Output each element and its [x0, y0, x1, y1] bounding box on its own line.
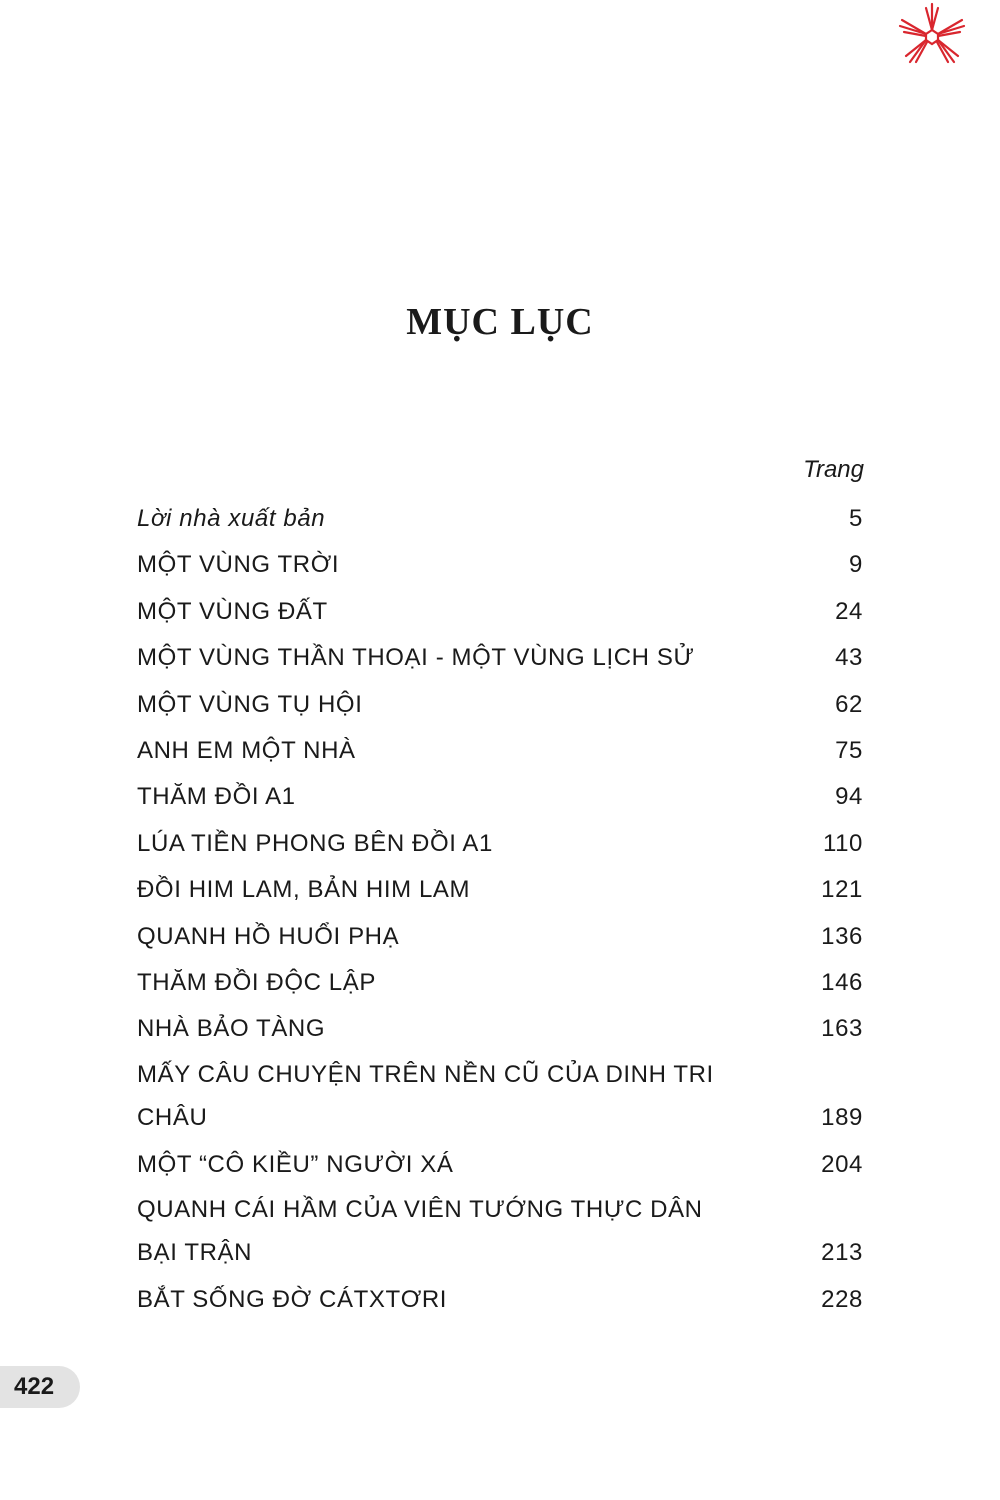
page-title: MỤC LỤC	[406, 301, 594, 343]
page-column-label: Trang	[803, 456, 864, 483]
toc-entry-title: LÚA TIỀN PHONG BÊN ĐỒI A1	[137, 829, 493, 857]
toc-entry-page: 9	[849, 551, 863, 579]
toc-entry-page: 204	[821, 1150, 863, 1178]
toc-entry-page: 189	[821, 1103, 863, 1131]
toc-entry-title: NHÀ BẢO TÀNG	[137, 1015, 326, 1043]
toc-entry-page: 163	[821, 1015, 863, 1043]
toc-entry-title: ANH EM MỘT NHÀ	[137, 736, 356, 764]
toc-entry-title: MỘT “CÔ KIỀU” NGƯỜI XÁ	[137, 1150, 454, 1178]
table-of-contents	[137, 496, 863, 1323]
toc-entry-title: BẮT SỐNG ĐỜ CÁTXTƠRI	[137, 1286, 448, 1314]
toc-entry-page: 62	[835, 690, 863, 718]
toc-entry[interactable]	[137, 914, 863, 960]
toc-entry-page: 75	[835, 736, 863, 764]
toc-entry-title: QUANH HỒ HUỔI PHẠ	[137, 922, 400, 950]
publisher-star-logo-icon	[896, 0, 968, 66]
toc-entry-title: Lời nhà xuất bản	[137, 505, 326, 532]
toc-entry-page: 228	[821, 1286, 863, 1314]
toc-entry[interactable]	[137, 728, 863, 774]
toc-entry-title: THĂM ĐỒI ĐỘC LẬP	[137, 968, 376, 996]
toc-entry[interactable]	[137, 1142, 863, 1188]
toc-entry-title: QUANH CÁI HẦM CỦA VIÊN TƯỚNG THỰC DÂN BẠI TRẬN	[137, 1196, 703, 1267]
toc-entry-page: 110	[822, 829, 863, 857]
toc-entry[interactable]	[137, 1188, 863, 1274]
toc-entry-title: MỘT VÙNG TỤ HỘI	[137, 690, 363, 718]
toc-entry[interactable]	[137, 635, 863, 681]
toc-entry[interactable]	[137, 1277, 863, 1323]
toc-entry-title: MẤY CÂU CHUYỆN TRÊN NỀN CŨ CỦA DINH TRI CHÂU	[137, 1060, 714, 1131]
toc-entry[interactable]	[137, 496, 863, 542]
toc-entry-page: 43	[835, 644, 863, 672]
page-number: 422	[14, 1373, 55, 1400]
toc-entry[interactable]	[137, 1006, 863, 1052]
toc-entry-title: ĐỒI HIM LAM, BẢN HIM LAM	[137, 876, 471, 904]
toc-entry[interactable]	[137, 774, 863, 820]
toc-entry-title: MỘT VÙNG ĐẤT	[137, 597, 328, 625]
toc-entry-page: 136	[821, 922, 863, 950]
toc-entry[interactable]	[137, 867, 863, 913]
toc-entry[interactable]	[137, 589, 863, 635]
toc-entry-title: THĂM ĐỒI A1	[137, 783, 296, 811]
toc-entry[interactable]	[137, 1053, 863, 1139]
toc-entry-title: MỘT VÙNG THẦN THOẠI - MỘT VÙNG LỊCH SỬ	[137, 644, 695, 672]
toc-entry-page: 94	[835, 783, 863, 811]
toc-entry-page: 24	[835, 597, 863, 625]
toc-entry[interactable]	[137, 960, 863, 1006]
toc-entry-page: 213	[821, 1239, 863, 1267]
toc-entry[interactable]	[137, 821, 863, 867]
page-number-tab	[0, 1366, 80, 1408]
toc-entry-title: MỘT VÙNG TRỜI	[137, 551, 340, 579]
toc-entry[interactable]	[137, 542, 863, 588]
toc-entry[interactable]	[137, 682, 863, 728]
toc-entry-page: 121	[821, 876, 863, 904]
toc-entry-page: 5	[849, 505, 863, 532]
toc-entry-page: 146	[821, 968, 863, 996]
